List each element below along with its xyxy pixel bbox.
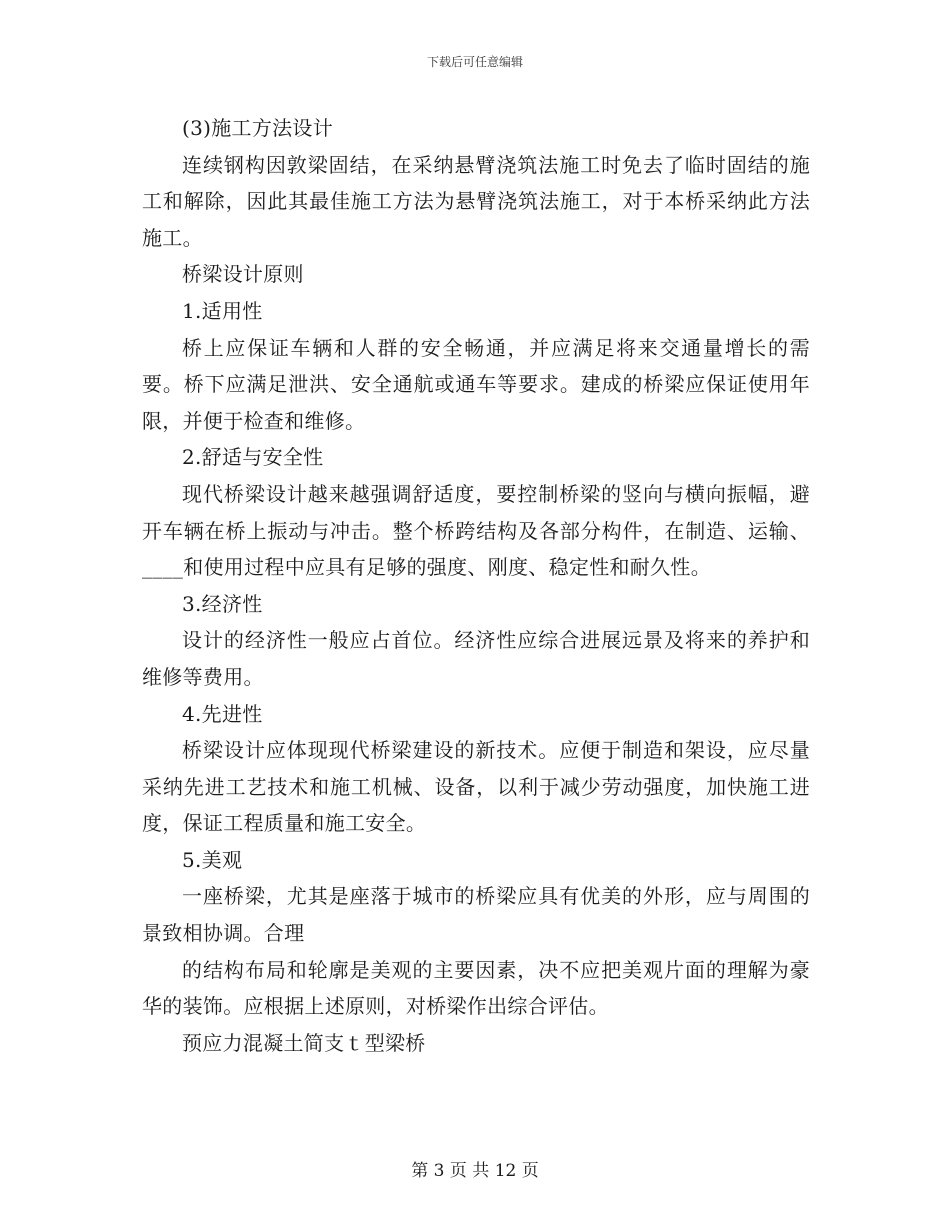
page-number: 第 3 页 共 12 页 <box>411 1161 539 1181</box>
paragraph-heading-comfort-safety: 2.舒适与安全性 <box>182 445 324 470</box>
paragraph-heading-aesthetics: 5.美观 <box>182 847 243 872</box>
paragraph-construction-method: 连续钢构因敦梁固结，在采纳悬臂浇筑法施工时免去了临时固结的施工和解除，因此其最佳施工方法为悬臂浇筑法施工，对于本桥采纳此方法施工。 <box>142 152 810 250</box>
paragraph-economy: 设计的经济性一般应占首位。经济性应综合进展远景及将来的养护和维修等费用。 <box>142 628 810 689</box>
paragraph-aesthetics-part2: 的结构布局和轮廓是美观的主要因素，决不应把美观片面的理解为豪华的装饰。应根据上述原则，对桥梁作出综合评估。 <box>142 957 810 1019</box>
paragraph-section-heading: (3)施工方法设计 <box>182 116 334 140</box>
page-header: 下载后可任意编辑 <box>426 55 523 69</box>
paragraph-heading-applicability: 1.适用性 <box>182 298 263 323</box>
paragraph-aesthetics-part1: 一座桥梁，尤其是座落于城市的桥梁应具有优美的外形，应与周围的景致相协调。合理 <box>142 884 810 946</box>
paragraph-design-principles-heading: 桥梁设计原则 <box>182 262 304 287</box>
document-body <box>142 110 810 1061</box>
paragraph-comfort-safety: 现代桥梁设计越来越强调舒适度，要控制桥梁的竖向与横向振幅，避开车辆在桥上振动与冲击。整个桥跨结构及各部分构件，在制造、运输、____和使用过程中应具有足够的强度、刚度、稳定性和耐久性。 <box>142 481 810 580</box>
paragraph-next-section-title: 预应力混凝土简支ｔ型梁桥 <box>182 1030 426 1055</box>
paragraph-advancement: 桥梁设计应体现现代桥梁建设的新技术。应便于制造和架设，应尽量采纳先进工艺技术和施工机械、设备，以利于减少劳动强度，加快施工进度，保证工程质量和施工安全。 <box>142 738 810 836</box>
paragraph-applicability: 桥上应保证车辆和人群的安全畅通，并应满足将来交通量增长的需要。桥下应满足泄洪、安全通航或通车等要求。建成的桥梁应保证使用年限，并便于检查和维修。 <box>142 335 810 433</box>
paragraph-heading-economy: 3.经济性 <box>182 591 263 616</box>
paragraph-heading-advancement: 4.先进性 <box>182 701 263 726</box>
